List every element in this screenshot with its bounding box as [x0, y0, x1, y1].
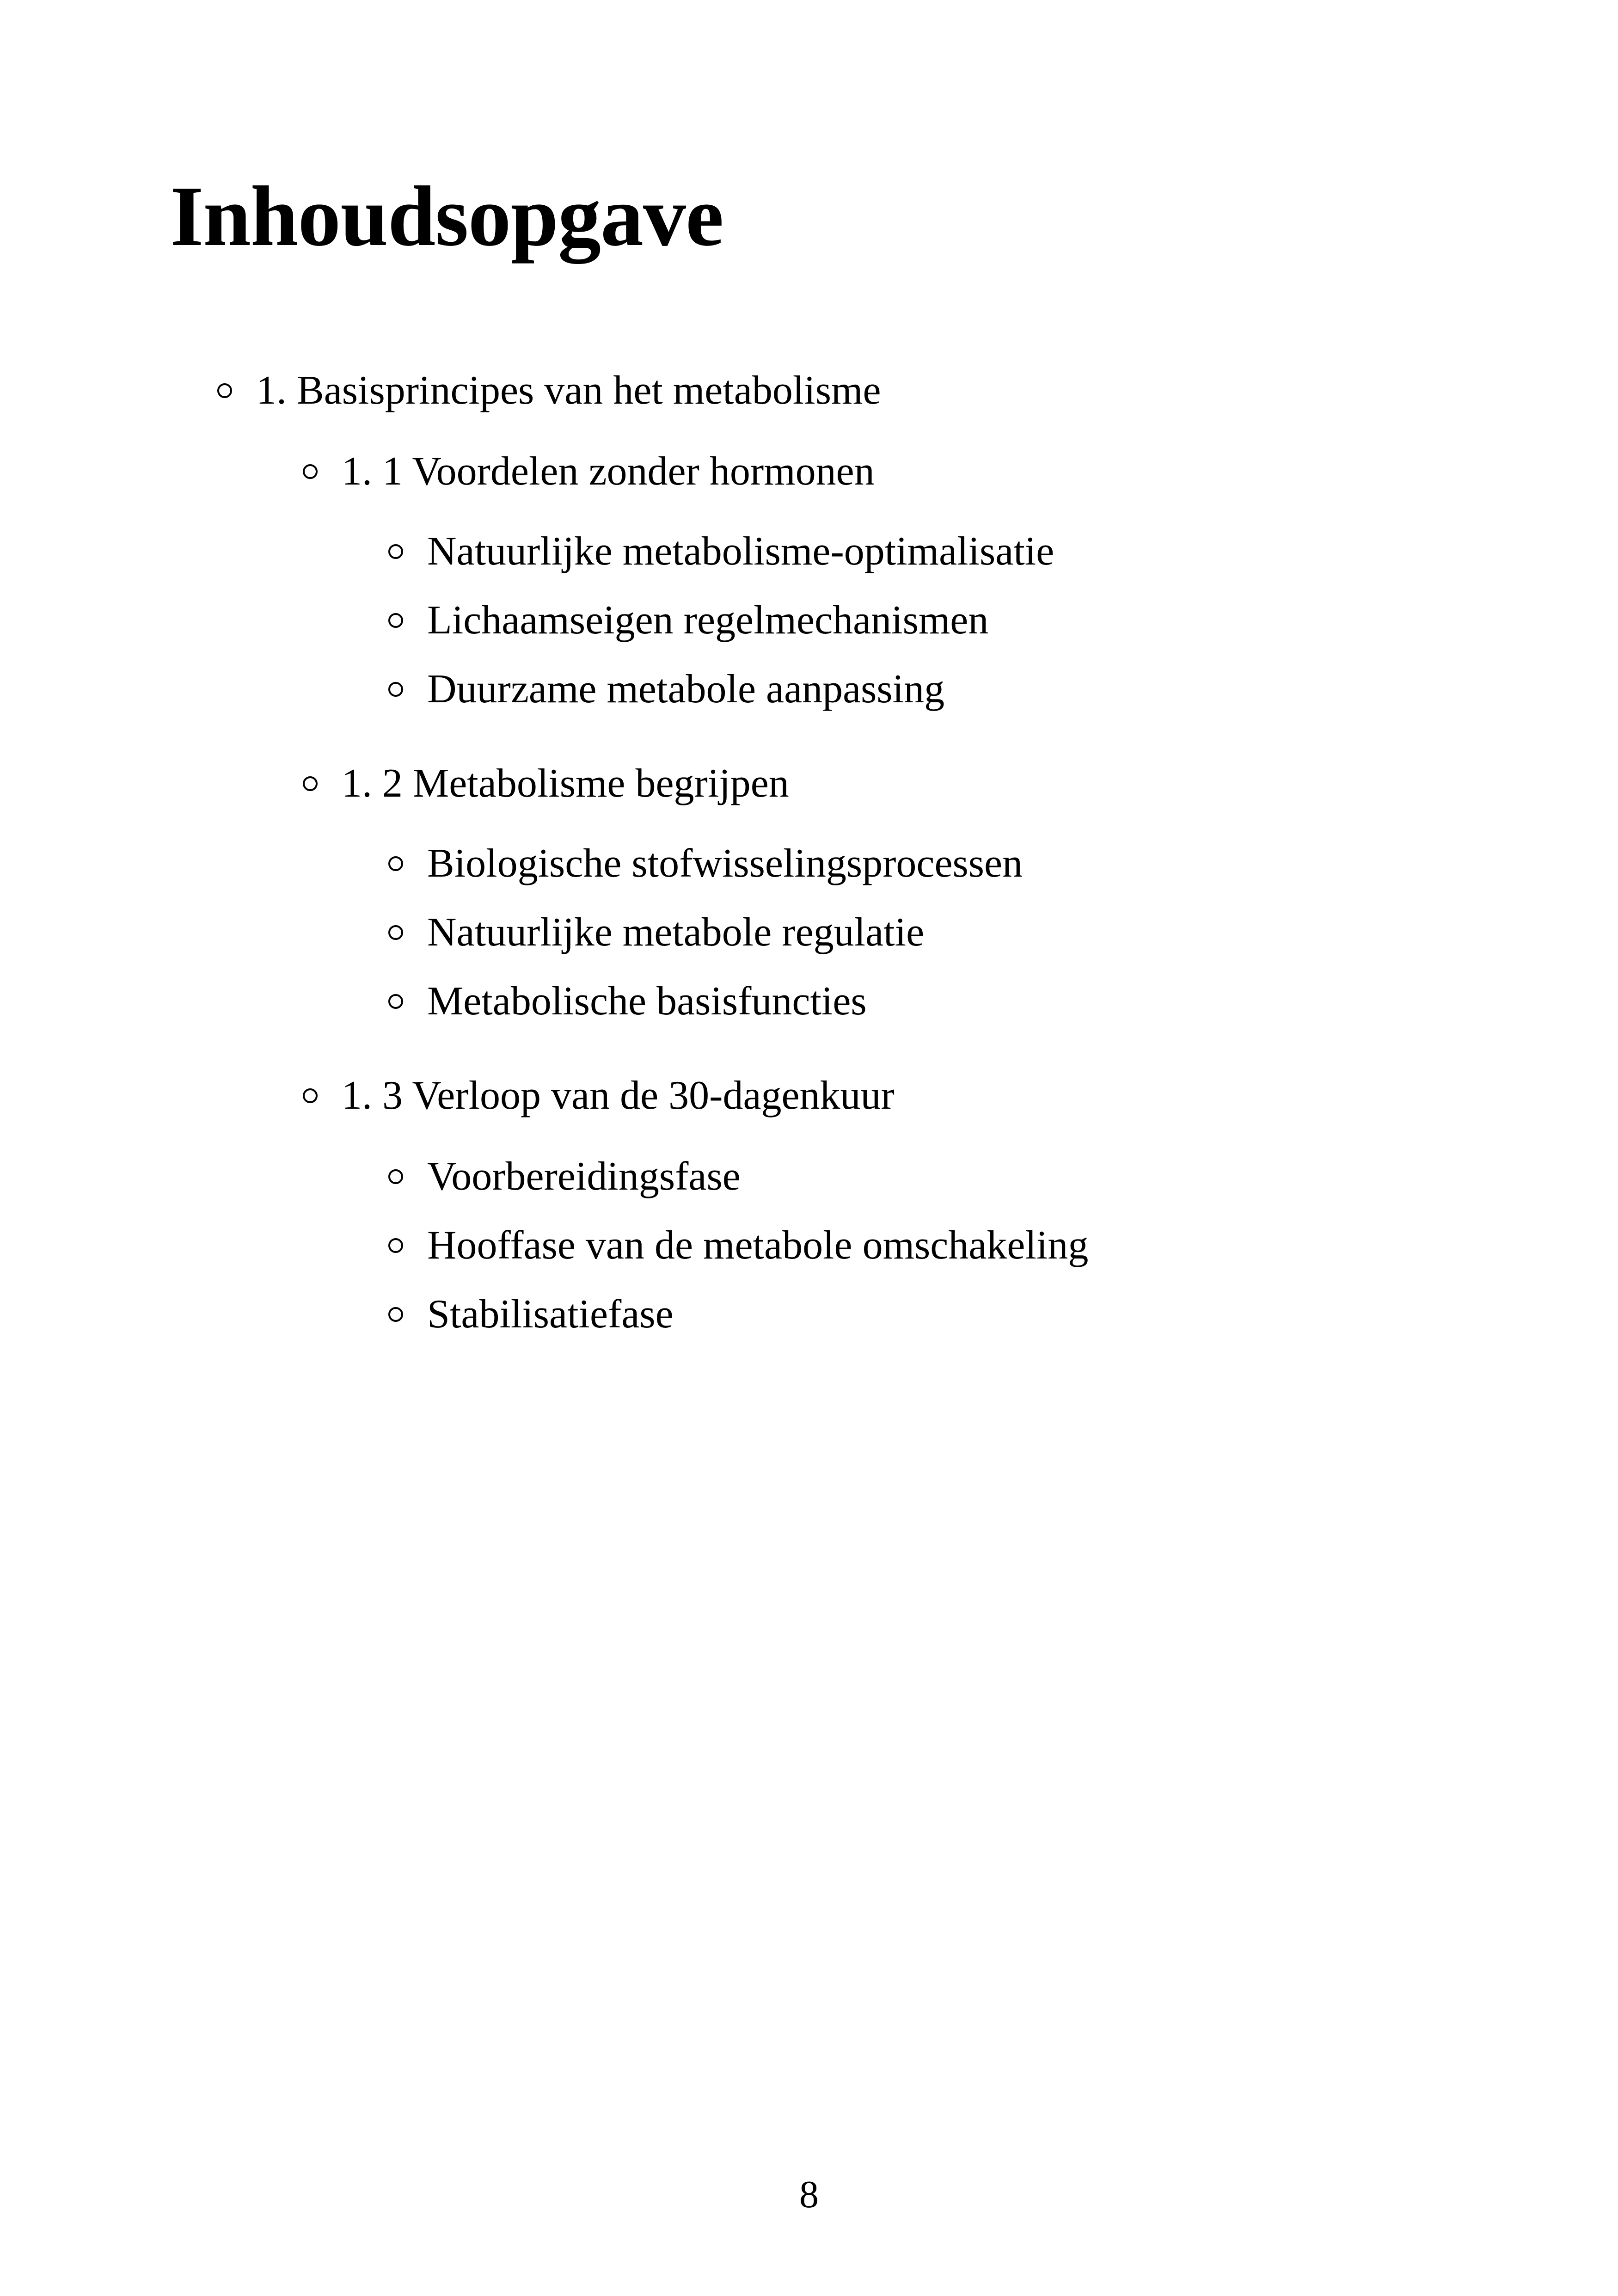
circle-bullet-icon [388, 1169, 403, 1184]
toc-item [388, 976, 867, 1027]
toc-item-label: Natuurlijke metabolisme-optimalisatie [427, 529, 1054, 574]
toc-item-label: Stabilisatiefase [427, 1292, 674, 1337]
toc-section-label: 1. 3 Verloop van de 30-dagenkuur [342, 1073, 895, 1118]
circle-bullet-icon [388, 994, 403, 1009]
circle-bullet-icon [388, 925, 403, 940]
circle-bullet-icon [388, 856, 403, 871]
circle-bullet-icon [388, 682, 403, 697]
toc-item [388, 1289, 674, 1340]
toc-item [388, 838, 1023, 889]
circle-bullet-icon [217, 383, 232, 398]
circle-bullet-icon [388, 1307, 403, 1322]
toc-item [388, 1220, 1088, 1271]
toc-section-1-3 [303, 1070, 895, 1121]
toc-item-label: Lichaamseigen regelmechanismen [427, 598, 989, 643]
toc-item-label: Voorbereidingsfase [427, 1154, 741, 1199]
toc-item-label: Natuurlijke metabole regulatie [427, 910, 925, 955]
circle-bullet-icon [388, 544, 403, 559]
toc-section-1-2 [303, 758, 789, 809]
page-title: Inhoudsopgave [170, 169, 723, 264]
toc-chapter-label: 1. Basisprincipes van het metabolisme [256, 368, 881, 413]
circle-bullet-icon [388, 613, 403, 628]
toc-item [388, 664, 944, 715]
circle-bullet-icon [303, 776, 318, 791]
toc-section-label: 1. 2 Metabolisme begrijpen [342, 761, 789, 806]
circle-bullet-icon [303, 464, 318, 479]
toc-item-label: Biologische stofwisselingsprocessen [427, 841, 1023, 886]
toc-item [388, 907, 924, 958]
circle-bullet-icon [388, 1238, 403, 1253]
circle-bullet-icon [303, 1088, 318, 1103]
toc-item-label: Hooffase van de metabole omschakeling [427, 1223, 1089, 1268]
toc-item [388, 1151, 741, 1202]
page-number: 8 [799, 2173, 819, 2216]
toc-section-1-1 [303, 446, 875, 497]
toc-item-label: Metabolische basisfuncties [427, 979, 867, 1024]
toc-section-label: 1. 1 Voordelen zonder hormonen [342, 449, 875, 494]
toc-chapter-1 [217, 365, 881, 416]
toc-item [388, 526, 1054, 577]
toc-item-label: Duurzame metabole aanpassing [427, 667, 945, 712]
toc-item [388, 595, 988, 646]
